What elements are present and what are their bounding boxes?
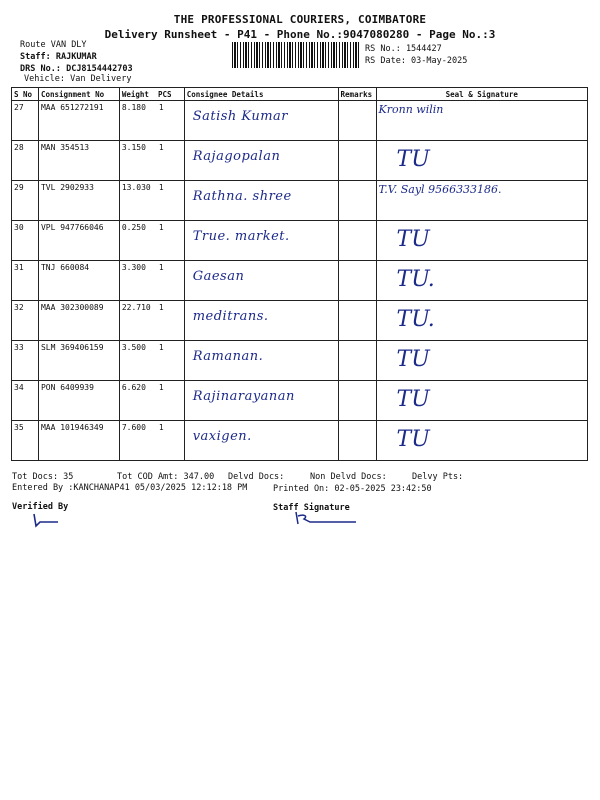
- seal-cell: [376, 141, 587, 181]
- seal-signature: TU: [396, 147, 430, 172]
- consignee-name: Gaesan: [192, 269, 245, 284]
- seal-signature: T.V. Sayl 9566333186.: [378, 183, 502, 196]
- remarks-cell: [338, 101, 376, 141]
- consignment-cell: [38, 341, 119, 381]
- pcs-value: 1: [158, 143, 164, 152]
- serial-number: 35: [14, 423, 24, 432]
- sno-cell: [12, 221, 39, 261]
- consignment-number: PON 6409939: [40, 383, 94, 392]
- delvy-pts: Delvy Pts:: [412, 472, 464, 482]
- non-delvd-docs: Non Delvd Docs:: [310, 472, 387, 482]
- sno-cell: [12, 141, 39, 181]
- seal-cell: [376, 341, 587, 381]
- sno-cell: [12, 341, 39, 381]
- weight-cell: [119, 421, 184, 461]
- route-line: [20, 39, 87, 51]
- sno-cell: [12, 381, 39, 421]
- consignee-cell: [184, 101, 338, 141]
- pcs-value: 1: [158, 263, 164, 272]
- col-consignment: Consignment No: [38, 88, 119, 101]
- remarks-cell: [338, 261, 376, 301]
- delvd-docs: Delvd Docs:: [228, 472, 285, 482]
- serial-number: 34: [14, 383, 24, 392]
- seal-signature: TU.: [396, 307, 435, 332]
- table-row: [12, 381, 588, 421]
- consignment-number: TVL 2902933: [40, 183, 94, 192]
- table-header-row: [12, 88, 588, 101]
- col-remarks: Remarks: [338, 88, 376, 101]
- verified-signature-mark: [28, 512, 68, 530]
- remarks-cell: [338, 341, 376, 381]
- consignment-cell: [38, 381, 119, 421]
- pcs-value: 1: [158, 223, 164, 232]
- sno-cell: [12, 101, 39, 141]
- rs-number: RS No.: 1544427: [365, 44, 442, 54]
- col-sno: S No: [12, 88, 39, 101]
- consignee-cell: [184, 261, 338, 301]
- remarks-cell: [338, 141, 376, 181]
- serial-number: 33: [14, 343, 24, 352]
- col-weight: Weight: [121, 89, 149, 99]
- staff-signature-mark: [292, 510, 362, 528]
- col-weight-pcs: [119, 88, 184, 101]
- seal-cell: [376, 301, 587, 341]
- seal-cell: [376, 421, 587, 461]
- weight-cell: [119, 341, 184, 381]
- staff-label: Staff:: [20, 52, 51, 62]
- consignee-name: Satish Kumar: [192, 109, 289, 124]
- consignment-cell: [38, 301, 119, 341]
- table-row: [12, 261, 588, 301]
- seal-signature: TU: [396, 227, 430, 252]
- weight-cell: [119, 101, 184, 141]
- verified-by-label: Verified By: [12, 502, 69, 512]
- runsheet-title: Delivery Runsheet - P41 - Phone No.:9047080280 - Page No.:3: [104, 28, 496, 41]
- consignment-cell: [38, 421, 119, 461]
- table-row: [12, 141, 588, 181]
- sno-cell: [12, 301, 39, 341]
- pcs-value: 1: [158, 343, 164, 352]
- vehicle-line: [24, 73, 132, 85]
- seal-signature: TU.: [396, 267, 435, 292]
- vehicle-value: Van Delivery: [70, 74, 132, 84]
- weight-cell: [119, 381, 184, 421]
- consignee-name: Rajagopalan: [192, 149, 281, 164]
- weight-value: 3.300: [121, 263, 146, 272]
- table-row: [12, 221, 588, 261]
- entered-by: Entered By :KANCHANAP41 05/03/2025 12:12:18 PM: [12, 483, 248, 493]
- serial-number: 31: [14, 263, 24, 272]
- tot-cod: Tot COD Amt: 347.00: [117, 472, 215, 482]
- staff-line: [20, 51, 97, 63]
- rs-date: RS Date: 03-May-2025: [365, 56, 468, 66]
- weight-value: 22.710: [121, 303, 151, 312]
- weight-cell: [119, 181, 184, 221]
- consignment-number: SLM 369406159: [40, 343, 104, 352]
- serial-number: 32: [14, 303, 24, 312]
- consignment-cell: [38, 221, 119, 261]
- remarks-cell: [338, 221, 376, 261]
- serial-number: 30: [14, 223, 24, 232]
- consignee-name: Rajinarayanan: [192, 389, 295, 404]
- weight-value: 6.620: [121, 383, 146, 392]
- consignment-cell: [38, 101, 119, 141]
- serial-number: 29: [14, 183, 24, 192]
- tot-docs: Tot Docs: 35: [12, 472, 74, 482]
- weight-value: 8.180: [121, 103, 146, 112]
- weight-value: 3.150: [121, 143, 146, 152]
- consignment-number: TNJ 660084: [40, 263, 90, 272]
- table-row: [12, 341, 588, 381]
- seal-cell: [376, 261, 587, 301]
- col-pcs: PCS: [157, 89, 172, 99]
- consignment-cell: [38, 181, 119, 221]
- sno-cell: [12, 181, 39, 221]
- seal-cell: [376, 101, 587, 141]
- remarks-cell: [338, 181, 376, 221]
- consignee-cell: [184, 301, 338, 341]
- company-name: THE PROFESSIONAL COURIERS, COIMBATORE: [173, 13, 427, 26]
- sno-cell: [12, 261, 39, 301]
- consignment-number: VPL 947766046: [40, 223, 104, 232]
- seal-cell: [376, 221, 587, 261]
- remarks-cell: [338, 381, 376, 421]
- consignee-cell: [184, 221, 338, 261]
- table-row: [12, 181, 588, 221]
- consignee-cell: [184, 381, 338, 421]
- serial-number: 28: [14, 143, 24, 152]
- consignee-cell: [184, 181, 338, 221]
- seal-signature: TU: [396, 427, 430, 452]
- consignee-cell: [184, 141, 338, 181]
- seal-cell: [376, 381, 587, 421]
- sno-cell: [12, 421, 39, 461]
- staff-value: RAJKUMAR: [55, 52, 97, 62]
- col-seal: Seal & Signature: [376, 88, 587, 101]
- pcs-value: 1: [158, 183, 164, 192]
- drs-value: DCJ8154442703: [66, 64, 133, 74]
- col-consignee: Consignee Details: [184, 88, 338, 101]
- weight-value: 3.500: [121, 343, 146, 352]
- consignment-cell: [38, 141, 119, 181]
- table-row: [12, 301, 588, 341]
- seal-signature: TU: [396, 387, 430, 412]
- serial-number: 27: [14, 103, 24, 112]
- weight-cell: [119, 261, 184, 301]
- seal-signature: TU: [396, 347, 430, 372]
- consignee-name: True. market.: [192, 229, 290, 244]
- vehicle-label: Vehicle:: [24, 74, 65, 84]
- remarks-cell: [338, 301, 376, 341]
- consignee-name: Rathna. shree: [192, 189, 292, 204]
- weight-value: 7.600: [121, 423, 146, 432]
- pcs-value: 1: [158, 103, 164, 112]
- runsheet-table: [11, 87, 588, 461]
- remarks-cell: [338, 421, 376, 461]
- consignment-cell: [38, 261, 119, 301]
- weight-cell: [119, 141, 184, 181]
- weight-cell: [119, 301, 184, 341]
- consignment-number: MAN 354513: [40, 143, 90, 152]
- consignee-name: Ramanan.: [192, 349, 264, 364]
- table-row: [12, 421, 588, 461]
- weight-value: 0.250: [121, 223, 146, 232]
- consignment-number: MAA 101946349: [40, 423, 104, 432]
- consignee-name: meditrans.: [192, 309, 269, 324]
- consignment-number: MAA 651272191: [40, 103, 104, 112]
- staff-signature-label: Staff Signature: [273, 503, 350, 513]
- table-row: [12, 101, 588, 141]
- pcs-value: 1: [158, 383, 164, 392]
- consignment-number: MAA 302300089: [40, 303, 104, 312]
- consignee-name: vaxigen.: [192, 429, 252, 444]
- weight-cell: [119, 221, 184, 261]
- pcs-value: 1: [158, 423, 164, 432]
- barcode-image: [232, 42, 360, 68]
- seal-signature: Kronn wilin: [378, 103, 444, 116]
- weight-value: 13.030: [121, 183, 151, 192]
- drs-label: DRS No.:: [20, 64, 61, 74]
- route-label: Route: [20, 40, 46, 50]
- consignee-cell: [184, 421, 338, 461]
- pcs-value: 1: [158, 303, 164, 312]
- printed-on: Printed On: 02-05-2025 23:42:50: [273, 484, 432, 494]
- seal-cell: [376, 181, 587, 221]
- route-value: VAN DLY: [50, 40, 87, 50]
- consignee-cell: [184, 341, 338, 381]
